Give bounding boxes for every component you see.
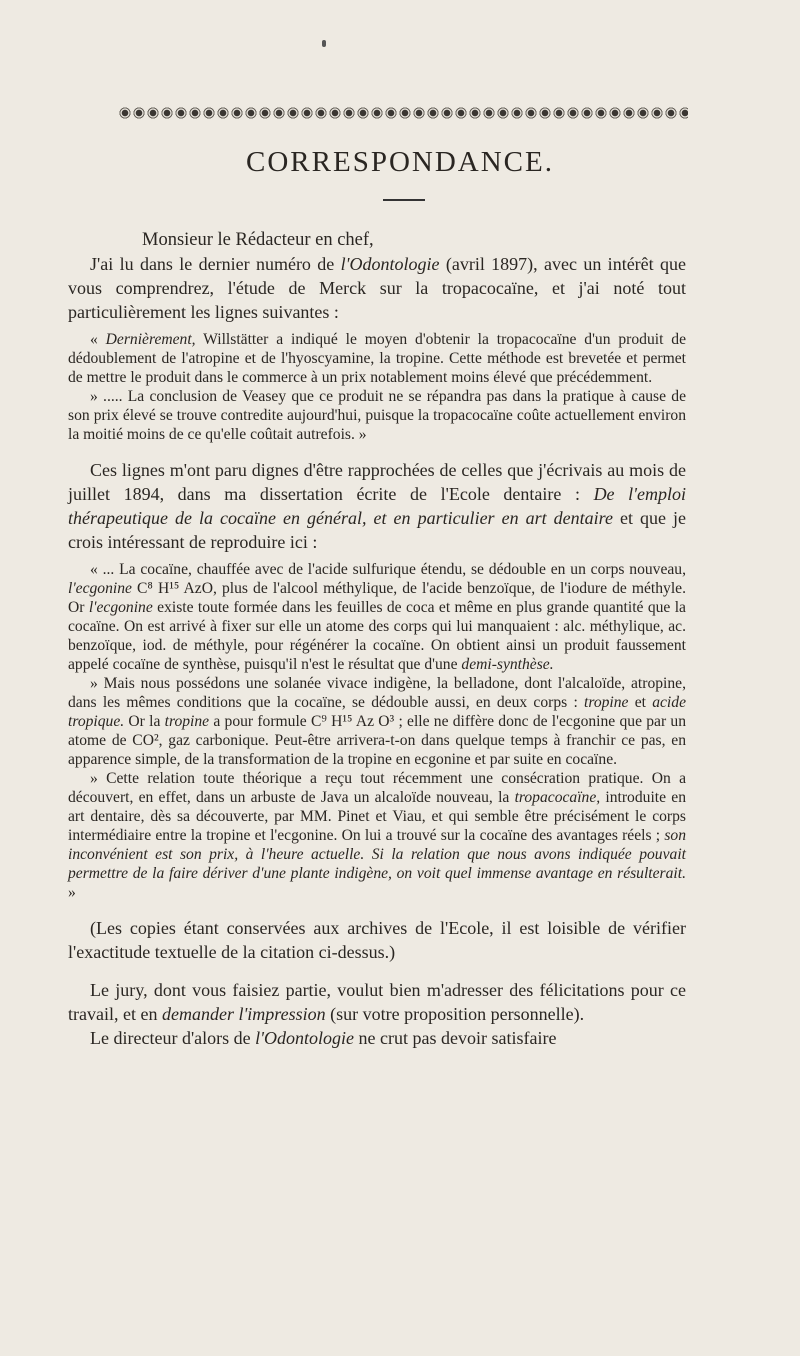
para4-em: demander l'impression [161,1004,326,1024]
title-rule [383,199,425,201]
para5-em: l'Odontologie [255,1028,355,1048]
letter-body [68,228,686,1050]
quote-open: « [90,331,106,348]
q2p2-t3: Or la [124,713,165,730]
q2p2-em3: tropine [164,713,210,730]
q2p1-t1: « ... La cocaïne, chauffée avec de l'acide sulfurique étendu, se dédouble en un corps nouveau, [90,561,686,578]
decorative-border [118,106,688,120]
para2-text-1: Ces lignes m'ont paru dignes d'être rapprochées de celles que j'écrivais au mois de juillet 1894, dans ma dissertation écrite de l'Ecole dentaire : [68,460,686,504]
intro-text-1: J'ai lu dans le dernier numéro de [90,254,341,274]
paragraph-5 [68,1026,686,1050]
quote2-paragraph-1 [68,560,686,674]
intro-paragraph [68,252,686,324]
quote1-em: Dernièrement, [105,331,196,348]
quote1-text: Willstätter a indiqué le moyen d'obtenir la tropacocaïne d'un produit de dédoublement de l'atropine et de l'hyoscyamine, la tropine. Cette méthode est brevetée et permet de mettre le produit dans le commerce à un prix notablement moins élevé que précédemment. [68,331,686,386]
quote1-paragraph-1 [68,330,686,387]
q2p3-em1: tropacocaïne, [514,789,601,806]
q2p3-t1: » Cette relation toute théorique a reçu tout récemment une consécration pratique. On a découvert, en effet, dans un arbuste de Java un alcaloïde nouveau, la [68,770,686,806]
q2p2-em1: tropine [584,694,629,711]
q2p1-t3: existe toute formée dans les feuilles de coca et même en plus grande quantité que la cocaïne. On est arrivé à fixer sur elle un atome des corps qui lui manquaient : alc. méthylique, ac. benzoïque, iod. de méthyle, pour régénérer la cocaïne. On obtient ainsi un produit faussement appelé cocaïne de synthèse, puisqu'il n'est le résultat que d'une [68,599,686,673]
quote2-paragraph-3 [68,769,686,902]
paragraph-2 [68,458,686,554]
ecgonine-formula: C⁸ H¹⁵ AzO, [131,580,217,597]
salutation: Monsieur le Rédacteur en chef, [142,230,374,250]
para2-text-2: et que je crois intéressant de reproduire ici : [68,508,686,552]
para4-t2: (sur votre proposition personnelle). [325,1004,585,1024]
q2p2-em2: acide tropique. [68,694,686,730]
q2p1-t2: plus de l'alcool méthylique, de l'acide benzoïque, de l'iodure de méthyle. Or [68,580,686,616]
paragraph-3: (Les copies étant conservées aux archives de l'Ecole, il est loisible de vérifier l'exactitude textuelle de la citation ci-dessus.) [68,918,686,962]
paragraph-4 [68,978,686,1026]
journal-name: l'Odontologie [340,254,440,274]
q2p1-em3: demi-synthèse. [461,656,554,673]
q2p2-t2: et [628,694,653,711]
q2p3-t2: introduite en art dentaire, dès sa découverte, par MM. Pinet et Viau, et qui semble être précisément le corps intermédiaire entre la tropine et l'ecgonine. On lui a trouvé sur la cocaïne des avantages réels ; [68,789,686,844]
print-mark [322,40,326,47]
q2p2-t4: a pour formule C⁹ H¹⁵ Az O³ ; elle ne diffère donc de l'ecgonine que par un atome de CO², gaz carbonique. Peut-être arrivera-t-on dans quelque temps à franchir ce pas, en apparence simple, de la transformation de la tropine en ecgonine et par suite en cocaïne. [68,713,686,768]
q2p3-t3: » [68,884,76,901]
quote1-paragraph-2: » ..... La conclusion de Veasey que ce produit ne se répandra pas dans la pratique à cause de son prix élevé se trouve contredite aujourd'hui, puisque la tropacocaïne coûte actuellement environ la moitié moins de ce qu'elle coûtait autrefois. » [68,388,686,443]
q2p1-em1: l'ecgonine [68,580,132,597]
intro-text-2: (avril 1897), avec un intérêt que vous comprendrez, l'étude de Merck sur la tropacocaïne, et j'ai noté tout particulièrement les lignes suivantes : [68,254,687,322]
para5-t2: ne crut pas devoir satisfaire [354,1028,557,1048]
para5-t1: Le directeur d'alors de [90,1028,256,1048]
q2p2-t1: » Mais nous possédons une solanée vivace indigène, la belladone, dont l'alcaloïde, atropine, dans les mêmes conditions que la cocaïne, se dédouble aussi, en deux corps : [68,675,686,711]
q2p1-em2: l'ecgonine [88,599,153,616]
q2p3-em2: son inconvénient est son prix, à l'heure actuelle. Si la relation que nous avons indiquée pouvait permettre de la faire dériver d'une plante indigène, on voit quel immense avantage en résulterait. [68,827,686,882]
quote2-paragraph-2 [68,674,686,769]
dissertation-title: De l'emploi thérapeutique de la cocaïne en général, et en particulier en art dentaire [68,484,686,528]
para4-t1: Le jury, dont vous faisiez partie, voulut bien m'adresser des félicitations pour ce travail, et en [68,980,686,1024]
page-title: CORRESPONDANCE. [246,146,554,178]
